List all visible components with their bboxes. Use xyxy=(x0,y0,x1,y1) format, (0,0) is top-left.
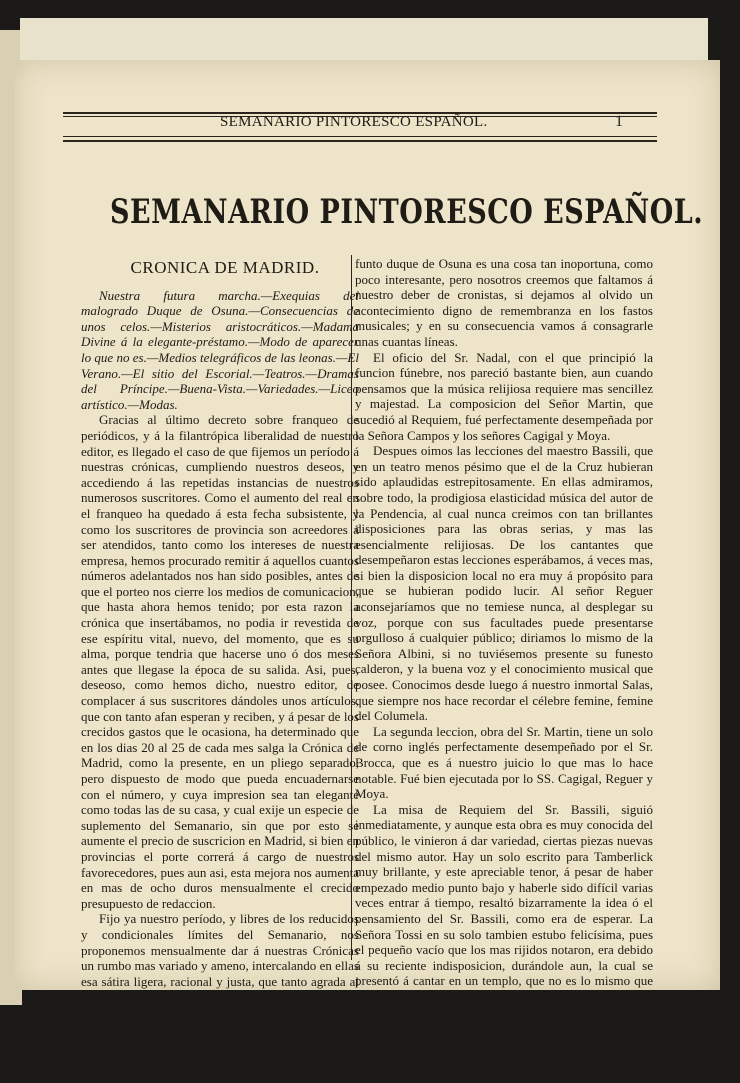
masthead: SEMANARIO PINTORESCO ESPAÑOL. xyxy=(110,193,704,232)
paragraph: Fijo ya nuestro período, y libres de los reducidos y condicionales límites del Semanario, nos proponemos mensualmente dar á nuestras Crónicas un rumbo mas variado y ameno, intercalando en ellas esa sátira ligera, racional y justa, que tanto agrada al ilustrado público, y que procuraremos desempeñar de modo que cumpla á los deseos de nuestros galantes lectores. Desde hoy comenzamos nuestra época regeneradora. xyxy=(81,911,359,1052)
newspaper-page xyxy=(15,60,720,1083)
paragraph: funto duque de Osuna es una cosa tan inoportuna, como poco interesante, pero nosotros creemos que faltamos á nuestro deber de cronistas, si dejamos al olvido un acontecimiento digno de remembranza en los fastos musicales; y en su consecuencia vamos á consagrarle unas cuantas líneas. xyxy=(355,256,653,349)
header-rule-bottom xyxy=(63,140,657,142)
article-title: CRONICA DE MADRID. xyxy=(130,258,320,277)
page-number: 1 xyxy=(615,113,623,130)
right-column xyxy=(355,256,653,1036)
header-rule-bottom-thin xyxy=(63,136,657,137)
supplement-caption: Suplemento al número 38. xyxy=(95,1067,242,1083)
left-column xyxy=(81,258,359,1083)
paragraph: El oficio del Sr. Nadal, con el que principió la funcion fúnebre, nos pareció bastante bien, aun cuando pensamos que la música relijiosa requiere mas sencillez y majestad. La composicion del Señor Martin, que sucedió al Requiem, fué perfectamente desempeñada por la Señora Campos y los señores Cagigal y Moya. xyxy=(355,349,653,443)
paragraph: Podrá decirse que hablar de las exequias del di- xyxy=(99,1051,346,1067)
paragraph: La segunda leccion, obra del Sr. Martin, tiene un solo de corno inglés perfectamente desempeñado por el Sr. Brocca, que es á nuestro juicio lo que mas lo hace notable. Fué bien ejecutada por lo SS. Cagigal, Reguer y Moya. xyxy=(355,723,653,802)
article-summary: Nuestra futura marcha.—Exequias del malogrado Duque de Osuna.—Consecuencias de unos celos.—Misterios aristocráticos.—Madama Divine á la elegante-préstamo.—Modo de aparecer lo que no es.—Medios telegráficos de las leonas.—El Verano.—El sitio del Escorial.—Teatros.—Dramas del Príncipe.—Buena-Vista.—Variedades.—Liceo artístico.—Modas. xyxy=(81,287,359,412)
paragraph: La misa de Requiem del Sr. Bassili, siguió inmediatamente, y aunque esta obra es muy conocida del público, le vinieron á dar variedad, ciertas piezas nuevas del mismo autor. Hay un solo escrito para Tamberlick muy brillante, y este apreciable tenor, á pesar de haber empezado medio punto bajo y haberle sido difícil varias veces entrar á tiempo, resaltó bizarramente la idea ó el pensamiento del Sr. Bassili, como era de esperar. La Señora Tossi en su solo tambien estubo felicísima, pues el pequeño vacío que los mas rijidos notaron, era debido á su reciente indisposicion, durándole aun, la cual se presentó á cantar en un templo, que no es lo mismo que un teatro para el cantante de oficio. xyxy=(355,801,653,1004)
paragraph: Despues oimos las lecciones del maestro Bassili, que en un teatro menos pésimo que el de la Cruz hubieran sido aplaudidas estrepitosamente. En ellas admiramos, sobre todo, la prodigiosa elasticidad música del autor de la Pendencia, al cual nunca creimos con tan brillantes disposiciones para las obras serias, y mas las esencialmente relijiosas. De los cantantes que desempeñaron estas lecciones esperábamos, á veces mas, si bien la disposicion local no era muy á propósito para que se hubieran podido lucir. Al señor Reguer aconsejaríamos que no temiese nunca, al desplegar su voz, porque con sus facultades puede presentarse orgulloso á cualquier público; diriamos lo mismo de la Señora Albini, si no tuviésemos presente su funesto calderon, y la buena voz y el conocimiento musical que posee. Conocimos desde luego á nuestro inmortal Salas, que siempre nos hace recordar el célebre femine, femine del Columela. xyxy=(355,443,653,724)
running-header: SEMANARIO PINTORESCO ESPAÑOL. xyxy=(220,114,488,130)
paragraph: La orquesta merece elojios, y sino estuviésemos dispuestos á ser con todos induljentes, algo podríamos xyxy=(355,1004,653,1036)
paragraph: Gracias al último decreto sobre franqueo de periódicos, y á la filantrópica liberalidad de nuestro editor, es llegado el caso de que fijemos un período á nuestras crónicas, cumpliendo nuestros deseos, y accediendo á las repetidas instancias de nuestros numerosos suscritores. Como el aumento del real en el franqueo ha quedado á esta fecha subsistente, y como los suscritores de provincia son acreedores á ser atendidos, tanto como los intereses de nuestra empresa, hemos procurado remitir á aquellos cuantos números adelantados nos han sido posibles, antes de que el porteo nos cierre los medios de comunicacion, que hasta ahora hemos tenido; por esta razon la crónica que insertábamos, no podia ir revestida de ese espíritu vital, nuevo, del momento, que es su alma, porque tendria que hacerse uno ó dos meses antes que llegase la época de su salida. Asi, pues, deseoso, como hemos dicho, nuestro editor, de complacer á sus suscritores dándoles unos artículos, que con tanto afan esperan y reciben, y á pesar de los crecidos gastos que le ocasiona, ha determinado que en los dias 20 al 25 de cada mes salga la Crónica de Madrid, como la presente, en un pliego separado, pero dispuesto de modo que pueda encuadernarse con el número, y cuya impresion sea tan elegante como todas las de su casa, y cual exije un especie de suplemento del Semanario, sin que por esto se aumente el precio de suscricion en Madrid, si bien en provincias el porte correrá á cargo de nuestros favorecedores, pues aun asi, esta mejora nos aumenta en mas de ocho duros mensualmente el crecido presupuesto de redaccion. xyxy=(81,412,359,911)
